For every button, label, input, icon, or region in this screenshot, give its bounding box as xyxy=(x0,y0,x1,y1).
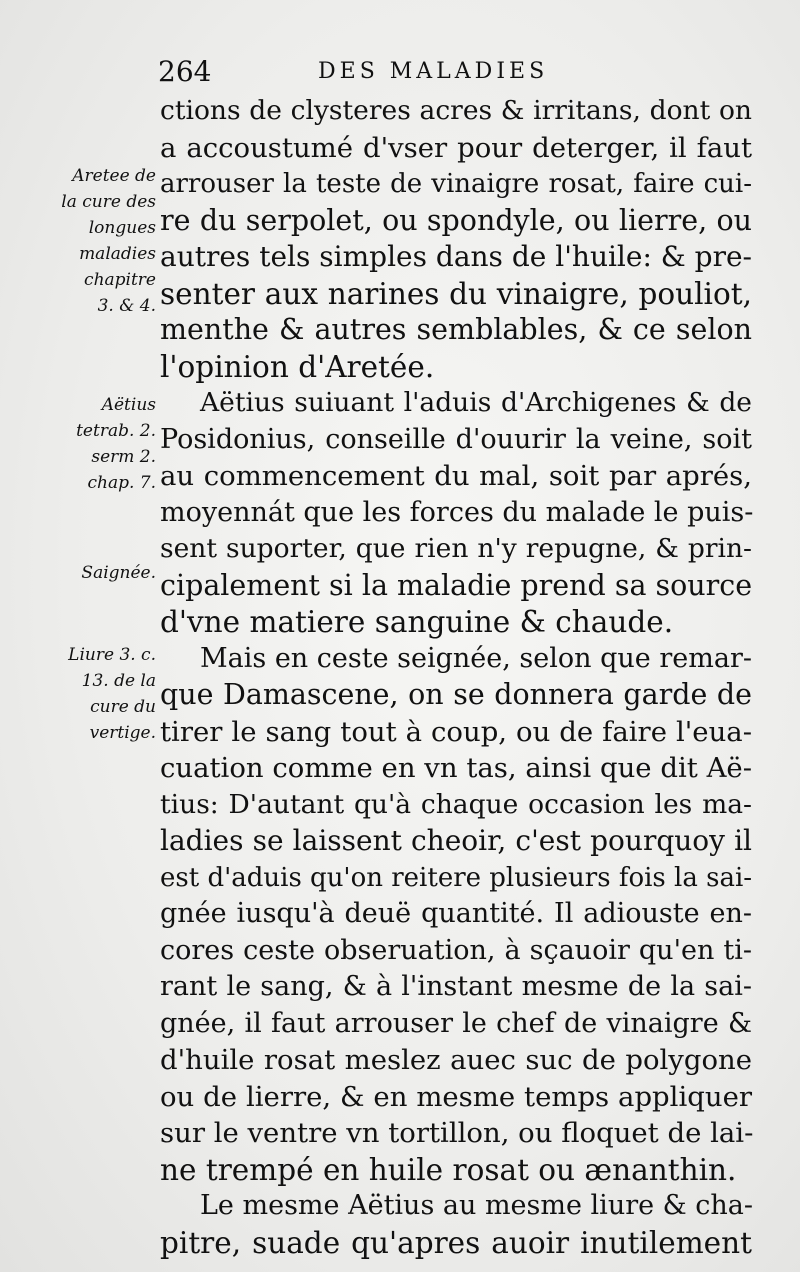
text-line: Posidonius, conseille d'ouurir la veine, soit xyxy=(160,423,752,455)
margin-note-saignee xyxy=(28,560,156,586)
text-line: que Damascene, on se donnera garde de xyxy=(160,678,752,711)
text-line: cipalement si la maladie prend sa source xyxy=(160,568,753,602)
margin-note-line: Liure 3. c. xyxy=(68,645,156,665)
text-line: re du serpolet, ou spondyle, ou lierre, ou xyxy=(160,203,752,237)
margin-note-aretee xyxy=(28,163,156,319)
text-line: d'vne matiere sanguine & chaude. xyxy=(160,605,674,639)
text-line: rant le sang, & à l'instant mesme de la sai- xyxy=(160,971,752,1002)
text-line: tirer le sang tout à coup, ou de faire l'eua- xyxy=(160,715,752,748)
margin-note-line: cure du xyxy=(90,697,156,717)
margin-note-line: longues xyxy=(88,218,156,238)
text-line: ou de lierre, & en mesme temps appliquer xyxy=(160,1080,752,1113)
margin-note-line: maladies xyxy=(79,244,156,264)
text-line: Aëtius suiuant l'aduis d'Archigenes & de xyxy=(200,387,752,418)
text-line: pitre, suade qu'apres auoir inutilement xyxy=(160,1225,752,1260)
text-line: l'opinion d'Aretée. xyxy=(160,349,435,384)
text-line: sur le ventre vn tortillon, ou floquet de lai- xyxy=(160,1117,754,1149)
running-title: DES MALADIES xyxy=(318,59,549,84)
margin-note-line: la cure des xyxy=(61,192,156,212)
text-line: arrouser la teste de vinaigre rosat, faire cui- xyxy=(160,169,752,199)
text-line: ne trempé en huile rosat ou ænanthin. xyxy=(160,1152,737,1187)
margin-note-line: tetrab. 2. xyxy=(76,421,156,441)
text-line: est d'aduis qu'on reitere plusieurs fois la sai- xyxy=(160,862,753,893)
margin-note-line: chap. 7. xyxy=(87,473,156,493)
text-line: moyennát que les forces du malade le puis- xyxy=(160,496,754,528)
text-line: menthe & autres semblables, & ce selon xyxy=(160,313,752,346)
text-line: tius: D'autant qu'à chaque occasion les ma- xyxy=(160,788,752,820)
text-line: a accoustumé d'vser pour deterger, il faut xyxy=(160,131,752,164)
margin-note-line: chapitre xyxy=(84,270,156,290)
text-line: Mais en ceste seignée, selon que remar- xyxy=(200,642,752,674)
margin-note-liure xyxy=(28,642,156,746)
margin-note-aetius xyxy=(28,392,156,496)
body-text xyxy=(160,93,752,1261)
text-line: au commencement du mal, soit par aprés, xyxy=(160,460,752,492)
text-line: senter aux narines du vinaigre, pouliot, xyxy=(160,276,752,311)
text-line: sent suporter, que rien n'y repugne, & prin- xyxy=(160,533,752,564)
text-line: ladies se laissent cheoir, c'est pourquoy il xyxy=(160,824,752,857)
page-header xyxy=(158,52,748,92)
text-line: gnée iusqu'à deuë quantité. Il adiouste en- xyxy=(160,898,752,929)
page-number: 264 xyxy=(158,55,212,88)
text-line: d'huile rosat meslez auec suc de polygone xyxy=(160,1044,752,1076)
margin-note-line: Aëtius xyxy=(101,395,156,415)
margin-note-line: 3. & 4. xyxy=(97,296,156,316)
text-line: ctions de clysteres acres & irritans, dont on xyxy=(160,95,752,126)
margin-note-line: Aretee de xyxy=(72,166,156,186)
text-line: Le mesme Aëtius au mesme liure & cha- xyxy=(200,1190,754,1221)
margin-note-line: serm 2. xyxy=(91,447,156,467)
margin-note-line: Saignée. xyxy=(81,563,156,583)
margin-note-line: 13. de la xyxy=(81,671,156,691)
text-line: cores ceste obseruation, à sçauoir qu'en ti- xyxy=(160,934,752,966)
margin-note-line: vertige. xyxy=(89,723,156,743)
text-line: gnée, il faut arrouser le chef de vinaigre & xyxy=(160,1007,752,1039)
text-line: cuation comme en vn tas, ainsi que dit Aë- xyxy=(160,752,752,784)
text-line: autres tels simples dans de l'huile: & pre- xyxy=(160,240,752,273)
